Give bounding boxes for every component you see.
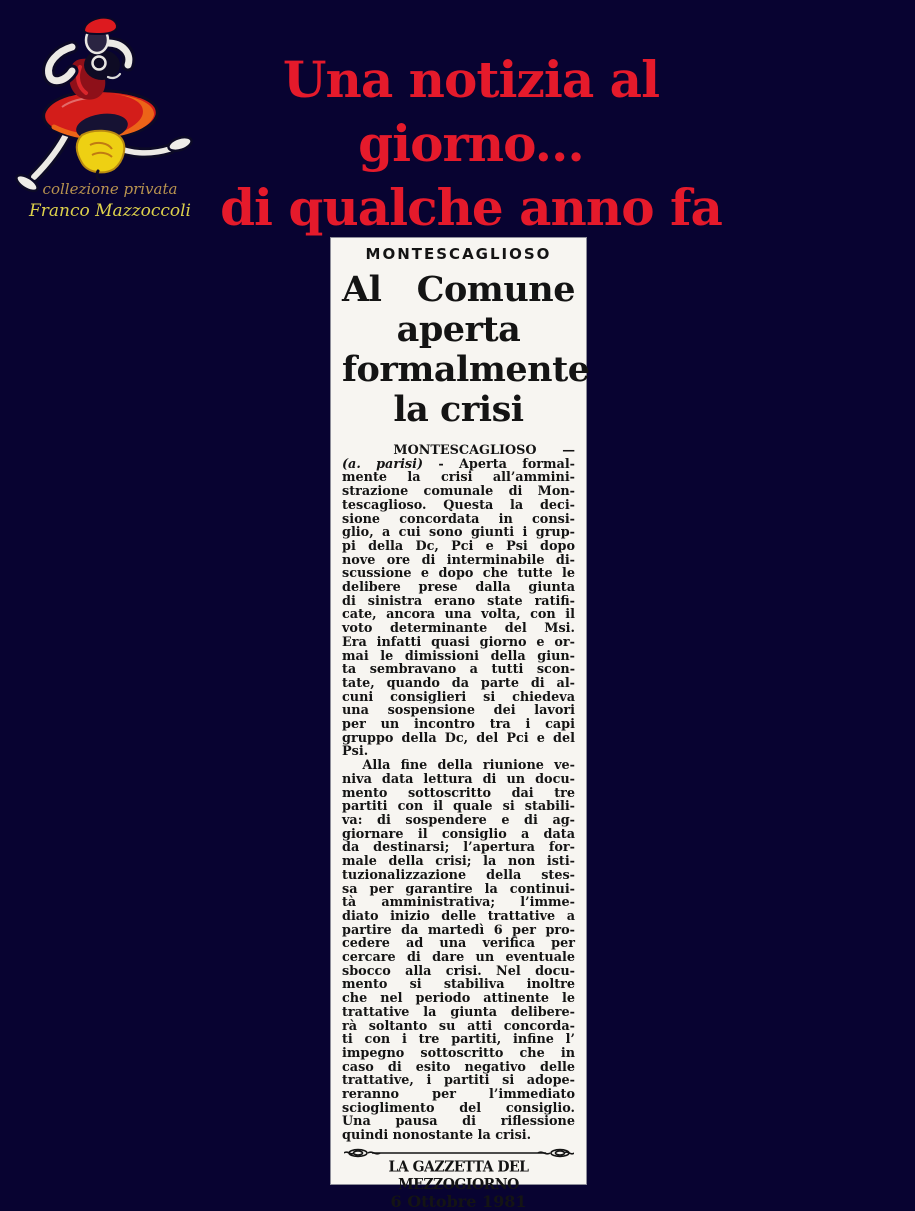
article-body-line: glio, a cui sono giunti i grup- <box>342 525 575 541</box>
article-body-line: tate, quando da parte di al- <box>342 675 575 691</box>
article-headline <box>342 269 590 430</box>
article-body-line: sa per garantire la continui- <box>342 881 575 897</box>
headline-line: aperta <box>396 309 521 350</box>
article-body-line: ti con i tre partiti, infine l’ <box>342 1032 575 1048</box>
page-title-line1: Una notizia al giorno... <box>282 50 660 173</box>
article-body-line: impegno sottoscritto che in <box>342 1045 575 1061</box>
credit-line-collezione: collezione privata <box>42 180 178 198</box>
article-body-line: trattative, i partiti si adope- <box>342 1073 575 1089</box>
article-body-line: cuni consiglieri si chiedeva <box>342 689 575 705</box>
article-body-line: niva data lettura di un docu- <box>342 771 575 787</box>
newspaper-clipping <box>330 237 590 1211</box>
headline-line: Al Comune <box>342 269 575 310</box>
page-title <box>168 48 774 240</box>
article-body-line: delibere prese dalla giunta <box>342 580 575 596</box>
article-body-line: tà amministrativa; l’imme- <box>342 895 575 911</box>
article-body-line: mento si stabiliva inoltre <box>342 977 575 993</box>
article-body-line: quindi nonostante la crisi. <box>342 1128 532 1144</box>
headline-line: la crisi <box>393 389 524 430</box>
article-body-line: cercare di dare un eventuale <box>342 950 575 966</box>
article-body-line: partiti con il quale si stabili- <box>342 799 575 815</box>
article-body-line: nove ore di interminabile di- <box>342 552 575 568</box>
article-body-line: mente la crisi all’ammini- <box>342 470 575 486</box>
article-body-line: pi della Dc, Pci e Psi dopo <box>342 538 575 554</box>
article-body-line: strazione comunale di Mon- <box>342 484 575 500</box>
article-body-line: cate, ancora una volta, con il <box>342 607 575 623</box>
ornamental-divider <box>344 1147 574 1159</box>
article-body-line: da destinarsi; l’apertura for- <box>342 840 575 856</box>
article-body-line: mento sottoscritto dai tre <box>342 785 575 801</box>
source-date: 6 Ottobre 1981 <box>390 1191 527 1211</box>
article-body-line: scioglimento del consiglio. <box>342 1100 575 1116</box>
article-body-line: scussione e dopo che tutte le <box>342 566 575 582</box>
article-body-line: rà soltanto su atti concorda- <box>342 1018 575 1034</box>
article-body-line: di sinistra erano state ratifi- <box>342 593 575 609</box>
article-body-line: ta sembravano a tutti scon- <box>342 662 575 678</box>
article-body-line: caso di esito negativo delle <box>342 1059 575 1075</box>
article-body-line: tescaglioso. Questa la deci- <box>342 497 575 513</box>
article-body-line: tuzionalizzazione della stes- <box>342 867 575 883</box>
article-body-line: per un incontro tra i capi <box>342 717 575 733</box>
source-name: LA GAZZETTA DEL MEZZOGIORNO <box>388 1158 529 1194</box>
article-body-line: giornare il consiglio a data <box>342 826 575 842</box>
page-title-line2: di qualche anno fa <box>220 178 722 237</box>
article-body <box>342 444 575 1143</box>
article-body-line: reranno per l’immediato <box>342 1087 575 1103</box>
article-body-line: sbocco alla crisi. Nel docu- <box>342 963 575 979</box>
article-body-line: Alla fine della riunione ve- <box>342 758 575 774</box>
headline-line: formalmente <box>342 349 590 390</box>
credit-line-owner: Franco Mazzoccoli <box>28 201 191 221</box>
article-body-line: gruppo della Dc, del Pci e del <box>342 730 575 746</box>
article-body-line: diato inizio delle trattative a <box>342 908 575 924</box>
article-body-line: sione concordata in consi- <box>342 511 575 527</box>
article-body-line: cedere ad una verifica per <box>342 936 575 952</box>
article-body-line: che nel periodo attinente le <box>342 991 575 1007</box>
article-body-line: (a. parisi) - Aperta formal- <box>342 456 575 472</box>
article-body-line: trattative la giunta delibere- <box>342 1004 575 1020</box>
article-body-line: va: di sospendere e di ag- <box>342 812 575 828</box>
article-body-line: voto determinante del Msi. <box>342 621 575 637</box>
article-body-line: Psi. <box>342 744 369 760</box>
article-kicker: MONTESCAGLIOSO <box>365 245 552 263</box>
article-body-line: mai le dimissioni della giun- <box>342 648 575 664</box>
article-body-line: Era infatti quasi giorno e or- <box>342 634 575 650</box>
article-body-line: male della crisi; la non isti- <box>342 854 575 870</box>
article-body-line: Una pausa di riflessione <box>342 1114 575 1130</box>
article-body-line: partire da martedì 6 per pro- <box>342 922 575 938</box>
article-body-line: una sospensione dei lavori <box>342 703 575 719</box>
article-body-line: MONTESCAGLIOSO — <box>342 443 575 458</box>
